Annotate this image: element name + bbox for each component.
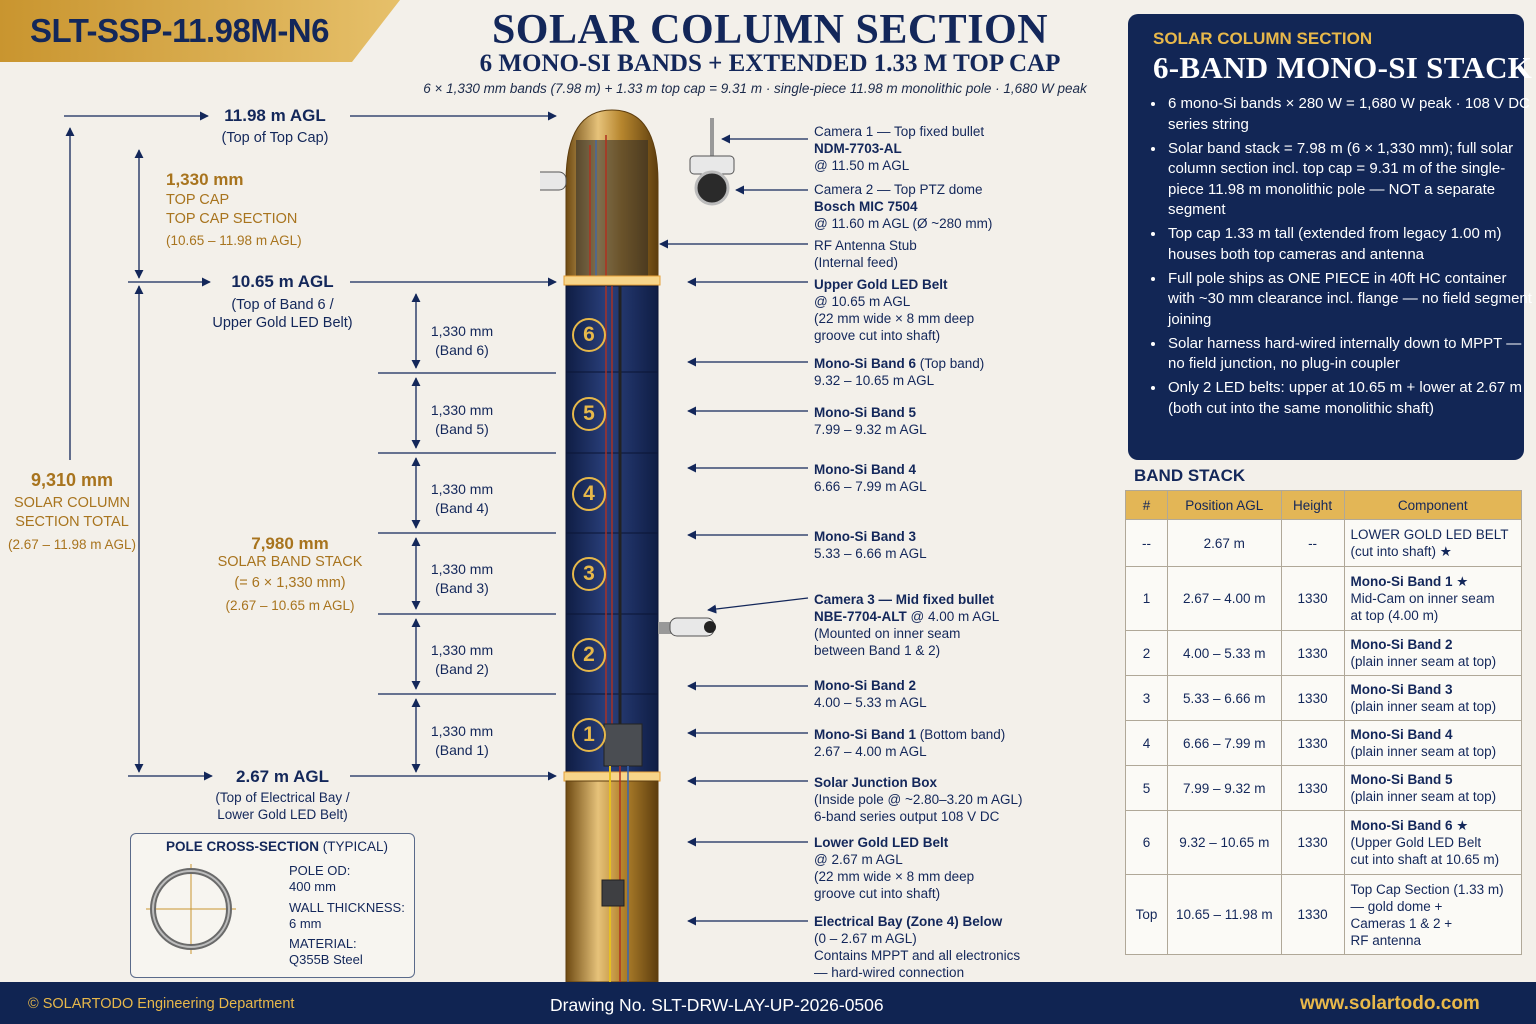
- list-item: • Full pole ships as ONE PIECE in 40ft HC container with ~30 mm clearance incl. flange — no field segment joining: [1166, 269, 1534, 331]
- top-cap-cutaway: [576, 140, 648, 280]
- total-dim-line1: SOLAR COLUMN: [13, 495, 131, 511]
- top-cap-dim-range: (10.65 – 11.98 m AGL): [166, 233, 302, 248]
- callout-electrical-bay: Electrical Bay (Zone 4) Below (0 – 2.67 m AGL) Contains MPPT and all electronics — hard-wired connection: [814, 914, 1021, 980]
- page-title: SOLAR COLUMN SECTION: [491, 7, 1049, 53]
- callout-junction-box: Solar Junction Box (Inside pole @ ~2.80–3.20 m AGL) 6-band series output 108 V DC: [814, 775, 1023, 824]
- list-item: • Solar band stack = 7.98 m (6 × 1,330 mm); full solar column section incl. top cap = 9.31 m of the single-piece 11.98 m monolithic pole — NOT a separate segment: [1166, 139, 1534, 221]
- table-row: 2 4.00 – 5.33 m 1330 Mono-Si Band 2 (plain inner seam at top): [1126, 631, 1522, 676]
- band-2-dim: 1,330 mm (Band 2): [430, 642, 494, 677]
- top-cap-dim-value: 1,330 mm: [166, 170, 244, 189]
- level-band6-note2: Upper Gold LED Belt): [212, 315, 353, 331]
- cross-section-wall-value: 6 mm: [289, 916, 322, 931]
- footer-copyright: © SOLARTODO Engineering Department: [28, 996, 295, 1012]
- level-bottom-note1: (Top of Electrical Bay /: [215, 790, 350, 805]
- total-dim-line2: SECTION TOTAL: [15, 514, 129, 530]
- info-panel-bullets: [1148, 94, 1534, 423]
- band-1-dim: 1,330 mm (Band 1): [430, 723, 494, 758]
- cross-section-od-label: POLE OD:: [289, 863, 351, 878]
- level-band6-value: 10.65 m AGL: [231, 272, 334, 291]
- stack-dim-line1: SOLAR BAND STACK: [217, 554, 363, 570]
- stack-dim-line2: (= 6 × 1,330 mm): [234, 575, 346, 591]
- level-top-note: (Top of Top Cap): [221, 130, 329, 146]
- top-cap-dim-line1: TOP CAP: [166, 192, 230, 208]
- band-5-dim: 1,330 mm (Band 5): [430, 402, 494, 437]
- total-dim-value: 9,310 mm: [30, 470, 114, 490]
- cross-section-material-value: Q355B Steel: [289, 952, 363, 967]
- list-item: • Solar harness hard-wired internally down to MPPT — no field junction, no plug-in coupler: [1166, 334, 1534, 375]
- list-item: • 6 mono-Si bands × 280 W = 1,680 W peak · 108 V DC series string: [1166, 94, 1534, 135]
- callout-rf-antenna: RF Antenna Stub (Internal feed): [814, 238, 917, 270]
- table-row: Top 10.65 – 11.98 m 1330 Top Cap Section (1.33 m) — gold dome + Cameras 1 & 2 + RF antenna: [1126, 875, 1522, 955]
- camera-1-icon: [540, 172, 566, 190]
- level-bottom-value: 2.67 m AGL: [236, 767, 329, 786]
- level-bottom-note2: Lower Gold LED Belt): [217, 807, 348, 822]
- list-item: • Only 2 LED belts: upper at 10.65 m + lower at 2.67 m (both cut into the same monolithic shaft): [1166, 378, 1534, 419]
- model-code: SLT-SSP-11.98M-N6: [30, 12, 329, 49]
- list-item: • Top cap 1.33 m tall (extended from legacy 1.00 m) houses both top cameras and antenna: [1166, 224, 1534, 265]
- callout-camera-2: Camera 2 — Top PTZ dome Bosch MIC 7504 @ 11.60 m AGL (Ø ~280 mm): [814, 182, 993, 231]
- table-row: 6 9.32 – 10.65 m 1330 Mono-Si Band 6 ★ (Upper Gold LED Belt cut into shaft at 10.65 m): [1126, 811, 1522, 875]
- callout-camera-1: Camera 1 — Top fixed bullet NDM-7703-AL @ 11.50 m AGL: [814, 124, 985, 173]
- callout-band-4: Mono-Si Band 4 6.66 – 7.99 m AGL: [814, 462, 927, 494]
- cross-section-od-value: 400 mm: [289, 879, 336, 894]
- level-band6-note1: (Top of Band 6 /: [231, 297, 334, 313]
- page-subtitle: 6 MONO-SI BANDS + EXTENDED 1.33 M TOP CAP: [479, 50, 1061, 77]
- table-row: 5 7.99 – 9.32 m 1330 Mono-Si Band 5 (plain inner seam at top): [1126, 766, 1522, 811]
- band-4-dim: 1,330 mm (Band 4): [430, 481, 494, 516]
- callout-band-3: Mono-Si Band 3 5.33 – 6.66 m AGL: [814, 529, 927, 561]
- footer-website-link[interactable]: www.solartodo.com: [1300, 993, 1480, 1014]
- total-dim-range: (2.67 – 11.98 m AGL): [7, 537, 137, 552]
- lower-led-belt: [564, 772, 660, 781]
- cross-section-title: POLE CROSS-SECTION (TYPICAL): [166, 839, 389, 854]
- callout-band-2: Mono-Si Band 2 4.00 – 5.33 m AGL: [814, 678, 927, 710]
- band-5-number: 5: [572, 397, 606, 431]
- upper-led-belt: [564, 276, 660, 285]
- table-row: 4 6.66 – 7.99 m 1330 Mono-Si Band 4 (plain inner seam at top): [1126, 721, 1522, 766]
- callout-camera-3: Camera 3 — Mid fixed bullet NBE-7704-ALT @ 4.00 m AGL (Mounted on inner seam between Band 1 & 2): [814, 592, 1000, 658]
- band-stack-table: [1125, 490, 1522, 955]
- band-6-dim: 1,330 mm (Band 6): [430, 323, 494, 358]
- col-header: Position AGL: [1167, 491, 1281, 520]
- band-4-number: 4: [572, 477, 606, 511]
- pole-cross-section-icon: [146, 864, 236, 954]
- col-header: #: [1126, 491, 1168, 520]
- col-header: Height: [1281, 491, 1344, 520]
- footer-drawing-number: Drawing No. SLT-DRW-LAY-UP-2026-0506: [550, 995, 884, 1015]
- pole-illustration: [540, 100, 740, 982]
- band-6-number: 6: [572, 318, 606, 352]
- spec-line: 6 × 1,330 mm bands (7.98 m) + 1.33 m top cap = 9.31 m · single-piece 11.98 m monolithic pole · 1,680 W peak: [423, 81, 1087, 96]
- camera-2-icon: [690, 118, 734, 204]
- cross-section-wall-label: WALL THICKNESS:: [289, 900, 405, 915]
- callout-band-1: Mono-Si Band 1 (Bottom band) 2.67 – 4.00 m AGL: [814, 727, 1006, 759]
- table-row: -- 2.67 m -- LOWER GOLD LED BELT (cut into shaft) ★: [1126, 520, 1522, 567]
- junction-box: [604, 724, 642, 766]
- callout-lower-led-belt: Lower Gold LED Belt @ 2.67 m AGL (22 mm wide × 8 mm deep groove cut into shaft): [814, 835, 975, 901]
- camera-3-icon: [658, 618, 716, 636]
- callout-band-5: Mono-Si Band 5 7.99 – 9.32 m AGL: [814, 405, 927, 437]
- stack-dim-value: 7,980 mm: [251, 534, 329, 553]
- table-header-row: [1126, 491, 1522, 520]
- band-1-number: 1: [572, 718, 606, 752]
- band-stack-title: BAND STACK: [1134, 466, 1246, 485]
- level-top-value: 11.98 m AGL: [224, 106, 326, 125]
- band-3-number: 3: [572, 557, 606, 591]
- info-panel-kicker: SOLAR COLUMN SECTION: [1153, 29, 1373, 48]
- info-panel-title: 6-BAND MONO-SI STACK: [1153, 50, 1533, 85]
- band-3-dim: 1,330 mm (Band 3): [430, 561, 494, 596]
- band-2-number: 2: [572, 638, 606, 672]
- cross-section-material-label: MATERIAL:: [289, 936, 357, 951]
- table-row: 3 5.33 – 6.66 m 1330 Mono-Si Band 3 (plain inner seam at top): [1126, 676, 1522, 721]
- callout-band-6: Mono-Si Band 6 (Top band) 9.32 – 10.65 m AGL: [814, 356, 985, 388]
- top-cap-dim-line2: TOP CAP SECTION: [166, 211, 298, 227]
- callout-upper-led-belt: Upper Gold LED Belt @ 10.65 m AGL (22 mm wide × 8 mm deep groove cut into shaft): [814, 277, 975, 343]
- table-row: 1 2.67 – 4.00 m 1330 Mono-Si Band 1 ★ Mid-Cam on inner seam at top (4.00 m): [1126, 567, 1522, 631]
- stack-dim-range: (2.67 – 10.65 m AGL): [225, 598, 355, 613]
- col-header: Component: [1344, 491, 1521, 520]
